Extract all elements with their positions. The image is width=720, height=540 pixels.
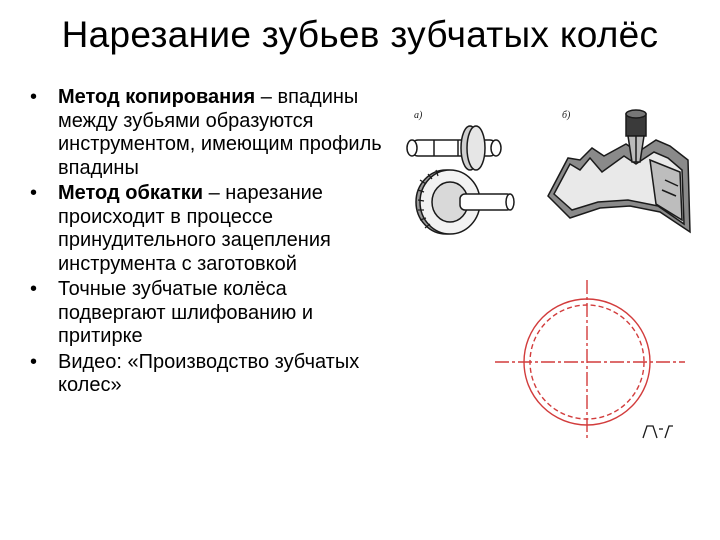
bullet-item <box>26 182 386 276</box>
bullet-bold: Метод обкатки <box>58 182 204 204</box>
hobbing-illustration <box>540 100 698 250</box>
bullet-item <box>26 278 386 349</box>
copying-method-illustration <box>398 100 518 250</box>
figure-label-a: а) <box>414 110 423 121</box>
gear-segment <box>548 140 690 232</box>
bullet-text: Видео: «Производство зубчатых колес» <box>58 350 360 396</box>
bullet-list <box>26 86 386 400</box>
bullet-bold: Метод копирования <box>58 86 256 108</box>
bullet-dot: • <box>30 278 38 300</box>
bullet-text: Точные зубчатые колёса подвергают шлифованию и притирке <box>58 278 314 347</box>
bullet-text: – впадины между зубьями образуются инструментом, имеющим профиль впадины <box>58 86 382 179</box>
cutter-arbor <box>407 126 501 170</box>
tooth-profile-icon <box>643 426 673 438</box>
bullet-dot: • <box>30 350 38 373</box>
figure-label-b: б) <box>562 110 571 121</box>
gear-blank <box>416 170 514 234</box>
bullet-dot: • <box>30 86 38 108</box>
slide-title: Нарезание зубьев зубчатых колёс <box>61 14 659 55</box>
bullet-item <box>26 351 386 398</box>
bullet-item <box>26 86 386 180</box>
pitch-circle-drawing <box>495 280 700 445</box>
bullet-dot: • <box>30 182 38 204</box>
bullet-text: – нарезание происходит в процессе принудительного зацепления инструмента с заготовкой <box>58 182 331 275</box>
